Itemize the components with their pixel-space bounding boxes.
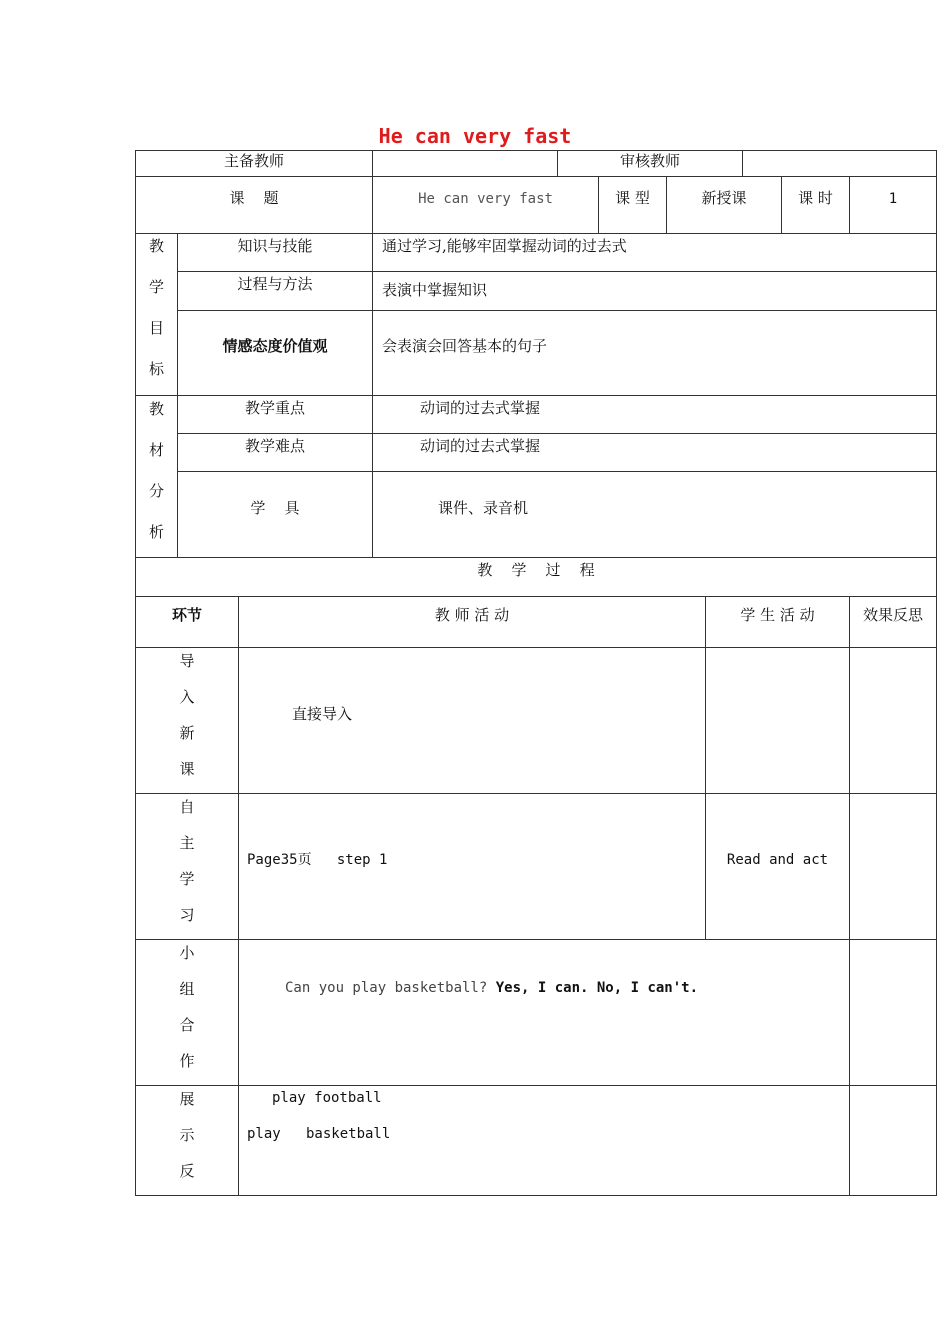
row-divider xyxy=(177,433,937,434)
type-value: 新授课 xyxy=(701,189,747,207)
teacher-activity: 直接导入 xyxy=(292,705,353,723)
objective-label-attitude: 情感态度价值观 xyxy=(222,337,328,355)
analysis-label-difficulty: 教学难点 xyxy=(244,437,305,455)
col-divider xyxy=(238,596,239,1195)
stage-label xyxy=(136,1081,238,1189)
group-char: 学 xyxy=(148,278,164,296)
objective-value-knowledge: 通过学习,能够牢固掌握动词的过去式 xyxy=(382,237,627,255)
stage-char: 学 xyxy=(179,870,195,888)
stage-char: 作 xyxy=(179,1052,195,1070)
group-char: 分 xyxy=(148,482,164,500)
document-title: He can very fast xyxy=(378,124,572,148)
table-border-top xyxy=(135,150,937,151)
row-divider xyxy=(135,557,937,558)
objective-label-process: 过程与方法 xyxy=(237,275,313,293)
row-divider xyxy=(177,471,937,472)
stage-label xyxy=(136,935,238,1079)
row-divider xyxy=(135,793,937,794)
topic-value: He can very fast xyxy=(418,191,553,207)
stage-char: 合 xyxy=(179,1016,195,1034)
hours-value: 1 xyxy=(888,191,898,207)
group-char: 材 xyxy=(148,441,164,459)
analysis-value-tools: 课件、录音机 xyxy=(438,499,529,517)
stage-label xyxy=(136,643,238,787)
preparer-label: 主备教师 xyxy=(223,152,284,170)
analysis-value-difficulty: 动词的过去式掌握 xyxy=(420,437,541,455)
row-divider xyxy=(177,310,937,311)
analysis-label-focus: 教学重点 xyxy=(244,399,305,417)
row-divider xyxy=(177,271,937,272)
row-divider xyxy=(135,596,937,597)
reviewer-label: 审核教师 xyxy=(619,152,680,170)
hours-label: 课 时 xyxy=(798,189,833,207)
table-border-bottom xyxy=(135,1195,937,1196)
group-char: 目 xyxy=(148,319,164,337)
col-divider xyxy=(742,150,743,176)
group-char: 析 xyxy=(148,523,164,541)
type-label: 课 型 xyxy=(615,189,650,207)
group-char: 教 xyxy=(148,400,164,418)
topic-label: 课 题 xyxy=(229,189,279,207)
teacher-activity: play basketball xyxy=(247,1126,391,1142)
objective-label-knowledge: 知识与技能 xyxy=(237,237,313,255)
stage-char: 课 xyxy=(179,760,195,778)
col-divider xyxy=(849,596,850,1195)
question-text: Can you play basketball? xyxy=(285,980,488,996)
row-divider xyxy=(135,1085,937,1086)
row-divider xyxy=(135,233,937,234)
stage-char: 反 xyxy=(179,1162,195,1180)
teacher-activity xyxy=(285,981,845,995)
stage-char: 示 xyxy=(179,1126,195,1144)
col-divider xyxy=(372,176,373,557)
col-header-reflection: 效果反思 xyxy=(862,606,923,624)
stage-char: 小 xyxy=(179,944,195,962)
analysis-label-tools: 学 具 xyxy=(250,499,300,517)
col-header-student: 学 生 活 动 xyxy=(740,606,815,624)
group-char: 教 xyxy=(148,237,164,255)
stage-label xyxy=(136,789,238,933)
stage-char: 导 xyxy=(179,652,195,670)
answer-text: Yes, I can. No, I can't. xyxy=(495,980,699,996)
objectives-group-label xyxy=(136,226,177,390)
analysis-group-label xyxy=(136,389,177,553)
teacher-activity: play football xyxy=(272,1090,382,1106)
student-activity: Read and act xyxy=(726,852,829,868)
table-border-right xyxy=(936,150,937,1196)
col-divider xyxy=(705,596,706,939)
objective-value-process: 表演中掌握知识 xyxy=(382,281,488,299)
col-header-teacher: 教 师 活 动 xyxy=(434,606,510,624)
group-char: 标 xyxy=(148,360,164,378)
row-divider xyxy=(135,647,937,648)
row-divider xyxy=(135,939,937,940)
row-divider xyxy=(135,395,937,396)
row-divider xyxy=(135,176,937,177)
stage-char: 展 xyxy=(179,1090,195,1108)
col-header-stage: 环节 xyxy=(171,606,202,624)
stage-char: 习 xyxy=(179,906,195,924)
objective-value-attitude: 会表演会回答基本的句子 xyxy=(382,337,548,355)
stage-char: 入 xyxy=(179,688,195,706)
col-divider xyxy=(372,150,373,176)
analysis-value-focus: 动词的过去式掌握 xyxy=(420,399,541,417)
stage-char: 组 xyxy=(179,980,195,998)
process-heading: 教 学 过 程 xyxy=(477,561,595,579)
stage-char: 新 xyxy=(179,724,195,742)
stage-char: 自 xyxy=(179,798,195,816)
teacher-activity: Page35页 step 1 xyxy=(247,852,388,868)
stage-char: 主 xyxy=(179,834,195,852)
